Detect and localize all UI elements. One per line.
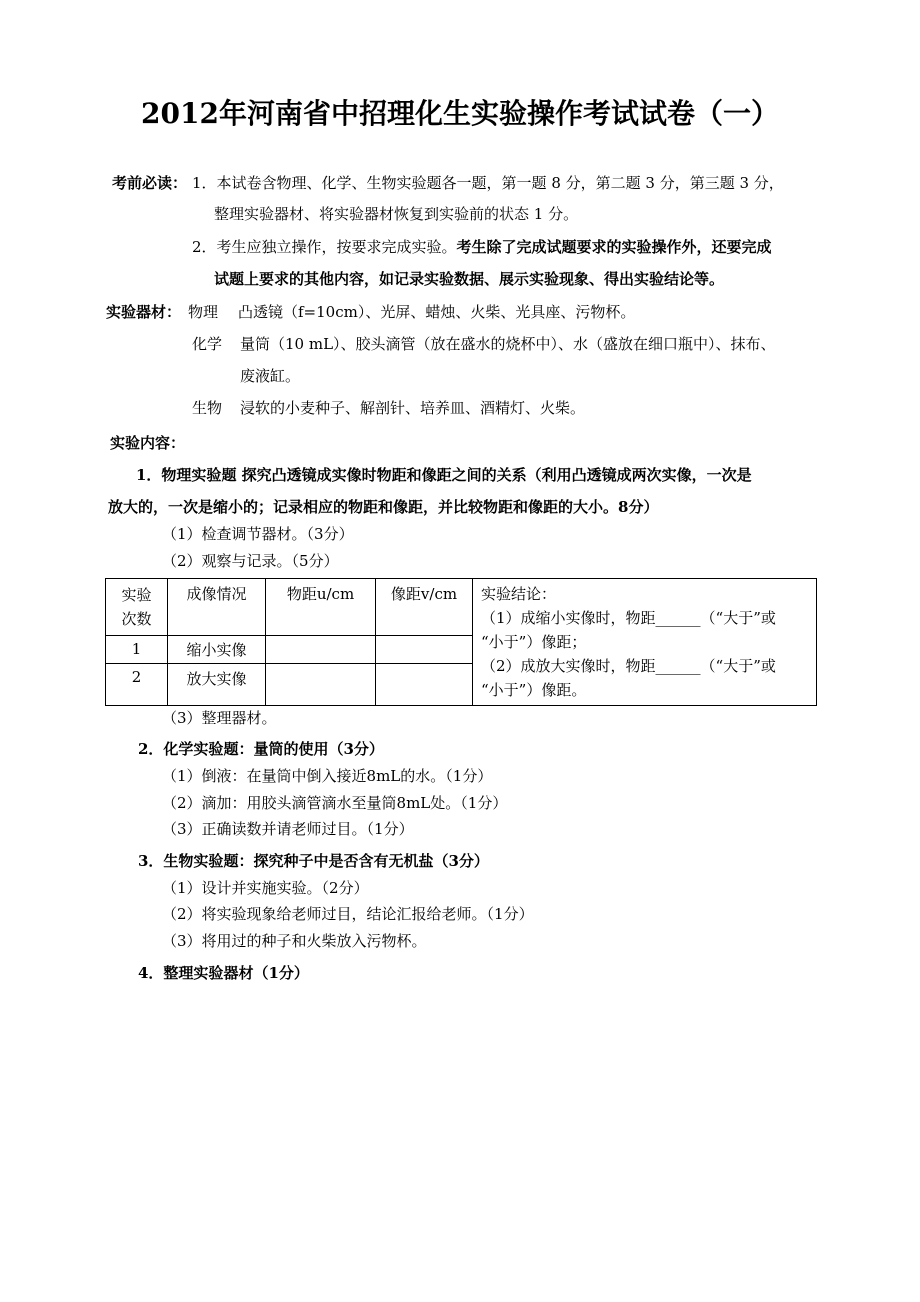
q2-step-1: （1）倒液：在量筒中倒入接近8mL的水。（1分） xyxy=(162,767,493,785)
page-title: 2012年河南省中招理化生实验操作考试试卷（一） xyxy=(141,97,779,130)
q3-step-2: （2）将实验现象给老师过目，结论汇报给老师。（1分） xyxy=(162,905,534,923)
q1-step-3: （3）整理器材。 xyxy=(162,709,277,727)
q3-heading: 3．生物实验题：探究种子中是否含有无机盐（3分） xyxy=(138,852,489,870)
header-image: 成像情况 xyxy=(168,579,266,636)
conclusion-1-line-2: “小于”）像距； xyxy=(481,633,587,651)
q2-step-2: （2）滴加：用胶头滴管滴水至量筒8mL处。（1分） xyxy=(162,794,508,812)
conclusion-cell xyxy=(473,579,817,706)
row-2-image: 放大实像 xyxy=(168,663,266,705)
q1-step-1: （1）检查调节器材。（3分） xyxy=(162,525,354,543)
conclusion-2-line-2: “小于”）像距。 xyxy=(481,681,587,699)
equipment-physics-items: 凸透镜（f=10cm）、光屏、蜡烛、火柴、光具座、污物杯。 xyxy=(238,303,636,321)
q3-step-3: （3）将用过的种子和火柴放入污物杯。 xyxy=(162,932,427,950)
instruction-item-2-normal: 2．考生应独立操作，按要求完成实验。 xyxy=(192,238,457,256)
row-1-trial: 1 xyxy=(106,636,168,664)
q1-step-2: （2）观察与记录。（5分） xyxy=(162,552,339,570)
header-trial-line-1: 实验 xyxy=(121,586,152,604)
equipment-chemistry-items-line-2: 废液缸。 xyxy=(240,367,301,385)
row-1-image-distance-blank[interactable] xyxy=(376,636,473,664)
header-object-distance: 物距u/cm xyxy=(266,579,376,636)
conclusion-title: 实验结论： xyxy=(481,585,557,603)
equipment-label: 实验器材： xyxy=(106,303,182,321)
q1-heading-line-1: 1．物理实验题 探究凸透镜成实像时物距和像距之间的关系（利用凸透镜成两次实像，一次是 xyxy=(136,466,752,484)
conclusion-1-line-1: （1）成缩小实像时，物距______（“大于”或 xyxy=(481,609,776,627)
header-trial-line-2: 次数 xyxy=(121,610,152,628)
q3-step-1: （1）设计并实施实验。（2分） xyxy=(162,879,369,897)
q4-heading: 4．整理实验器材（1分） xyxy=(138,964,309,982)
q1-heading-line-2: 放大的，一次是缩小的；记录相应的物距和像距，并比较物距和像距的大小。8分） xyxy=(108,498,659,516)
instruction-item-1-line-1: 1．本试卷含物理、化学、生物实验题各一题，第一题 8 分，第二题 3 分，第三题 3 分， xyxy=(192,174,784,192)
row-1-image: 缩小实像 xyxy=(168,636,266,664)
instruction-item-2-bold: 考生除了完成试题要求的实验操作外，还要完成 xyxy=(456,238,772,256)
row-2-object-distance-blank[interactable] xyxy=(266,663,376,705)
instructions-label: 考前必读： xyxy=(112,174,188,192)
instruction-item-1-line-2: 整理实验器材、将实验器材恢复到实验前的状态 1 分。 xyxy=(214,205,579,223)
content-label: 实验内容： xyxy=(110,434,186,452)
row-1-object-distance-blank[interactable] xyxy=(266,636,376,664)
equipment-chemistry-label: 化学 xyxy=(192,335,223,353)
instruction-item-2-line-2: 试题上要求的其他内容，如记录实验数据、展示实验现象、得出实验结论等。 xyxy=(214,270,725,288)
header-image-distance: 像距v/cm xyxy=(376,579,473,636)
equipment-biology-items: 浸软的小麦种子、解剖针、培养皿、酒精灯、火柴。 xyxy=(240,399,586,417)
conclusion-2-line-1: （2）成放大实像时，物距______（“大于”或 xyxy=(481,657,776,675)
equipment-physics-label: 物理 xyxy=(188,303,219,321)
equipment-biology-label: 生物 xyxy=(192,399,223,417)
instruction-item-2-line-1 xyxy=(192,236,772,257)
experiment-table xyxy=(105,578,817,706)
q2-step-3: （3）正确读数并请老师过目。（1分） xyxy=(162,820,414,838)
row-2-image-distance-blank[interactable] xyxy=(376,663,473,705)
header-trial xyxy=(106,579,168,636)
row-2-trial: 2 xyxy=(106,663,168,705)
equipment-chemistry-items-line-1: 量筒（10 mL）、胶头滴管（放在盛水的烧杯中）、水（盛放在细口瓶中）、抹布、 xyxy=(240,335,776,353)
q2-heading: 2．化学实验题：量筒的使用（3分） xyxy=(138,740,384,758)
